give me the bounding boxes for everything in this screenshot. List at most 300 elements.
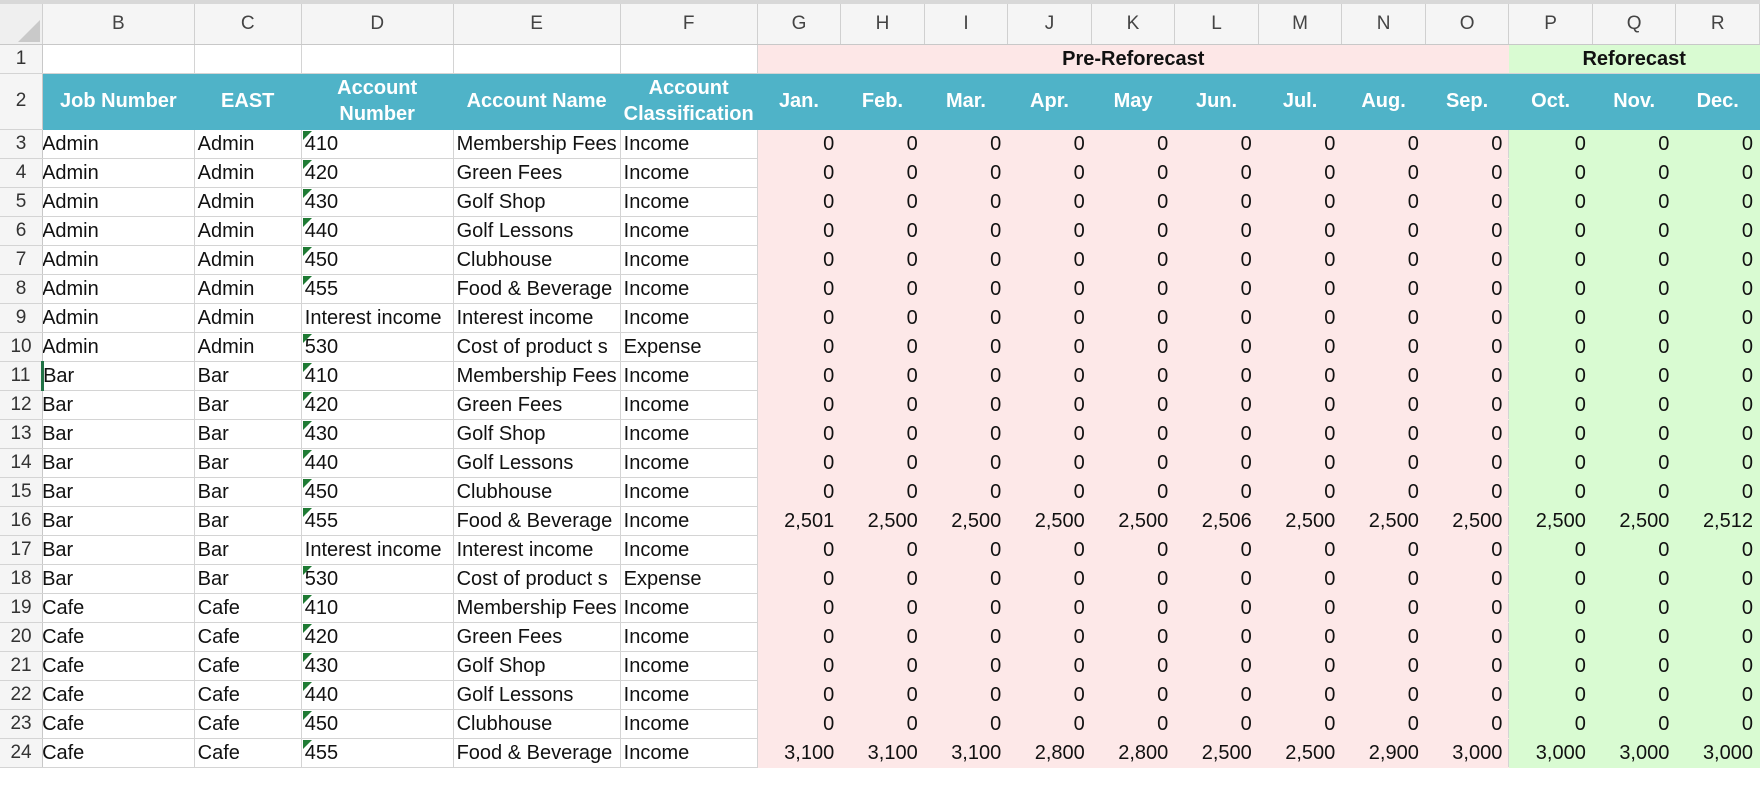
cell-empty[interactable]: [43, 44, 195, 73]
month-value-cell[interactable]: 0: [757, 216, 841, 245]
month-value-cell[interactable]: 0: [1425, 651, 1509, 680]
month-value-cell[interactable]: 0: [1425, 622, 1509, 651]
month-value-cell[interactable]: 0: [1425, 274, 1509, 303]
account-classification-cell[interactable]: Expense: [620, 564, 757, 593]
month-value-cell[interactable]: 0: [757, 361, 841, 390]
month-value-cell[interactable]: 0: [841, 187, 925, 216]
row-header[interactable]: 7: [0, 245, 43, 274]
account-number-cell[interactable]: [301, 245, 453, 274]
row-header[interactable]: 11: [0, 361, 43, 390]
month-value-cell[interactable]: 0: [1676, 187, 1760, 216]
month-value-cell[interactable]: 0: [1008, 361, 1092, 390]
account-number-cell[interactable]: [301, 419, 453, 448]
job-number-cell[interactable]: Admin: [43, 129, 195, 158]
row-header[interactable]: 9: [0, 303, 43, 332]
header-cell[interactable]: Account Classification: [620, 73, 757, 129]
month-value-cell[interactable]: 0: [1342, 622, 1426, 651]
account-name-cell[interactable]: Green Fees: [453, 622, 620, 651]
month-value-cell[interactable]: 0: [1175, 680, 1259, 709]
month-value-cell[interactable]: 0: [1008, 245, 1092, 274]
month-value-cell[interactable]: 0: [1676, 477, 1760, 506]
job-number-cell[interactable]: Cafe: [43, 738, 195, 767]
month-value-cell[interactable]: 0: [1008, 651, 1092, 680]
month-value-cell[interactable]: 0: [1175, 216, 1259, 245]
month-value-cell[interactable]: 0: [1592, 187, 1676, 216]
month-value-cell[interactable]: 0: [1592, 680, 1676, 709]
job-number-cell[interactable]: Bar: [43, 564, 195, 593]
month-value-cell[interactable]: 3,100: [841, 738, 925, 767]
east-cell[interactable]: Bar: [194, 419, 301, 448]
month-value-cell[interactable]: 0: [924, 651, 1008, 680]
row-header[interactable]: 10: [0, 332, 43, 361]
month-value-cell[interactable]: 0: [1509, 709, 1593, 738]
month-value-cell[interactable]: 0: [1676, 361, 1760, 390]
month-value-cell[interactable]: 2,800: [1008, 738, 1092, 767]
month-value-cell[interactable]: 0: [1509, 303, 1593, 332]
job-number-cell[interactable]: Bar: [43, 448, 195, 477]
month-value-cell[interactable]: 0: [1342, 158, 1426, 187]
month-value-cell[interactable]: 0: [1592, 390, 1676, 419]
month-value-cell[interactable]: 0: [1258, 419, 1342, 448]
month-value-cell[interactable]: 0: [1592, 332, 1676, 361]
month-value-cell[interactable]: 0: [1008, 564, 1092, 593]
month-value-cell[interactable]: 0: [1091, 709, 1175, 738]
east-cell[interactable]: Bar: [194, 535, 301, 564]
header-cell[interactable]: Mar.: [924, 73, 1008, 129]
month-value-cell[interactable]: 0: [1425, 564, 1509, 593]
month-value-cell[interactable]: 0: [1592, 361, 1676, 390]
month-value-cell[interactable]: 0: [1258, 622, 1342, 651]
month-value-cell[interactable]: 0: [1175, 651, 1259, 680]
account-name-cell[interactable]: Cost of product s: [453, 564, 620, 593]
month-value-cell[interactable]: 0: [1175, 390, 1259, 419]
account-classification-cell[interactable]: Income: [620, 390, 757, 419]
month-value-cell[interactable]: 0: [924, 216, 1008, 245]
row-header[interactable]: 8: [0, 274, 43, 303]
job-number-cell[interactable]: Cafe: [43, 709, 195, 738]
month-value-cell[interactable]: 0: [1091, 303, 1175, 332]
month-value-cell[interactable]: 0: [1509, 274, 1593, 303]
month-value-cell[interactable]: 2,500: [1425, 506, 1509, 535]
account-number-cell[interactable]: [301, 361, 453, 390]
month-value-cell[interactable]: 0: [1509, 477, 1593, 506]
month-value-cell[interactable]: 0: [841, 477, 925, 506]
account-number-cell[interactable]: [301, 506, 453, 535]
month-value-cell[interactable]: 0: [757, 564, 841, 593]
month-value-cell[interactable]: 0: [1342, 593, 1426, 622]
month-value-cell[interactable]: 0: [841, 332, 925, 361]
job-number-cell[interactable]: Cafe: [43, 622, 195, 651]
month-value-cell[interactable]: 3,000: [1509, 738, 1593, 767]
month-value-cell[interactable]: 0: [1008, 477, 1092, 506]
month-value-cell[interactable]: 0: [924, 129, 1008, 158]
month-value-cell[interactable]: 0: [1592, 419, 1676, 448]
month-value-cell[interactable]: 0: [757, 535, 841, 564]
account-name-cell[interactable]: Golf Lessons: [453, 448, 620, 477]
month-value-cell[interactable]: 0: [924, 245, 1008, 274]
month-value-cell[interactable]: 0: [841, 303, 925, 332]
month-value-cell[interactable]: 0: [1258, 274, 1342, 303]
month-value-cell[interactable]: 0: [924, 593, 1008, 622]
account-number-cell[interactable]: [301, 651, 453, 680]
month-value-cell[interactable]: 0: [1676, 622, 1760, 651]
month-value-cell[interactable]: 0: [1175, 564, 1259, 593]
job-number-cell[interactable]: Admin: [43, 187, 195, 216]
job-number-cell[interactable]: Admin: [43, 158, 195, 187]
month-value-cell[interactable]: 0: [1425, 593, 1509, 622]
month-value-cell[interactable]: 0: [924, 187, 1008, 216]
row-header[interactable]: 12: [0, 390, 43, 419]
header-cell[interactable]: Job Number: [43, 73, 195, 129]
month-value-cell[interactable]: 0: [1091, 390, 1175, 419]
month-value-cell[interactable]: 2,500: [841, 506, 925, 535]
account-number-cell[interactable]: [301, 187, 453, 216]
month-value-cell[interactable]: 0: [1509, 245, 1593, 274]
month-value-cell[interactable]: 0: [924, 303, 1008, 332]
month-value-cell[interactable]: 0: [1091, 187, 1175, 216]
account-number-cell[interactable]: [301, 129, 453, 158]
account-number-cell[interactable]: [301, 564, 453, 593]
month-value-cell[interactable]: 0: [1091, 651, 1175, 680]
month-value-cell[interactable]: 0: [924, 680, 1008, 709]
month-value-cell[interactable]: 0: [841, 448, 925, 477]
account-number-cell[interactable]: [301, 680, 453, 709]
east-cell[interactable]: Cafe: [194, 680, 301, 709]
account-name-cell[interactable]: Food & Beverage: [453, 738, 620, 767]
account-name-cell[interactable]: Food & Beverage: [453, 506, 620, 535]
month-value-cell[interactable]: 0: [924, 158, 1008, 187]
month-value-cell[interactable]: 0: [924, 564, 1008, 593]
east-cell[interactable]: Admin: [194, 303, 301, 332]
month-value-cell[interactable]: 0: [1425, 448, 1509, 477]
header-cell[interactable]: Jul.: [1258, 73, 1342, 129]
month-value-cell[interactable]: 0: [757, 477, 841, 506]
month-value-cell[interactable]: 0: [1008, 303, 1092, 332]
row-header[interactable]: 23: [0, 709, 43, 738]
month-value-cell[interactable]: 0: [1342, 535, 1426, 564]
east-cell[interactable]: Admin: [194, 332, 301, 361]
account-number-cell[interactable]: [301, 448, 453, 477]
month-value-cell[interactable]: 0: [1008, 709, 1092, 738]
month-value-cell[interactable]: 0: [1342, 245, 1426, 274]
account-name-cell[interactable]: Interest income: [453, 535, 620, 564]
month-value-cell[interactable]: 0: [1258, 245, 1342, 274]
east-cell[interactable]: Bar: [194, 477, 301, 506]
month-value-cell[interactable]: 0: [1509, 448, 1593, 477]
account-number-cell[interactable]: [301, 390, 453, 419]
month-value-cell[interactable]: 0: [1008, 332, 1092, 361]
month-value-cell[interactable]: 0: [757, 158, 841, 187]
row-header[interactable]: 5: [0, 187, 43, 216]
pre-reforecast-header[interactable]: Pre-Reforecast: [757, 44, 1509, 73]
month-value-cell[interactable]: 2,500: [1592, 506, 1676, 535]
month-value-cell[interactable]: 0: [1258, 477, 1342, 506]
month-value-cell[interactable]: 0: [1258, 709, 1342, 738]
east-cell[interactable]: Admin: [194, 158, 301, 187]
month-value-cell[interactable]: 0: [841, 593, 925, 622]
account-number-cell[interactable]: [301, 738, 453, 767]
month-value-cell[interactable]: 0: [1592, 303, 1676, 332]
month-value-cell[interactable]: 0: [1091, 158, 1175, 187]
account-number-cell[interactable]: [301, 332, 453, 361]
month-value-cell[interactable]: 0: [1091, 361, 1175, 390]
month-value-cell[interactable]: 0: [1258, 651, 1342, 680]
month-value-cell[interactable]: 0: [1676, 129, 1760, 158]
column-header-h[interactable]: H: [841, 2, 925, 44]
east-cell[interactable]: Admin: [194, 129, 301, 158]
month-value-cell[interactable]: 0: [1342, 419, 1426, 448]
month-value-cell[interactable]: 0: [1676, 651, 1760, 680]
month-value-cell[interactable]: 0: [841, 158, 925, 187]
month-value-cell[interactable]: 0: [1676, 448, 1760, 477]
job-number-cell[interactable]: Bar: [43, 361, 195, 390]
account-number-cell[interactable]: [301, 477, 453, 506]
column-header-g[interactable]: G: [757, 2, 841, 44]
column-header-i[interactable]: I: [924, 2, 1008, 44]
month-value-cell[interactable]: 0: [1008, 129, 1092, 158]
month-value-cell[interactable]: 2,506: [1175, 506, 1259, 535]
month-value-cell[interactable]: 0: [1592, 651, 1676, 680]
header-cell[interactable]: Dec.: [1676, 73, 1760, 129]
header-cell[interactable]: Apr.: [1008, 73, 1092, 129]
account-name-cell[interactable]: Golf Shop: [453, 419, 620, 448]
east-cell[interactable]: Bar: [194, 564, 301, 593]
month-value-cell[interactable]: 0: [1342, 303, 1426, 332]
header-cell[interactable]: Oct.: [1509, 73, 1593, 129]
month-value-cell[interactable]: 0: [1676, 332, 1760, 361]
month-value-cell[interactable]: 0: [1342, 477, 1426, 506]
month-value-cell[interactable]: 0: [1175, 361, 1259, 390]
month-value-cell[interactable]: 0: [1258, 448, 1342, 477]
account-classification-cell[interactable]: Income: [620, 187, 757, 216]
month-value-cell[interactable]: 0: [1592, 448, 1676, 477]
month-value-cell[interactable]: 0: [841, 535, 925, 564]
account-number-cell[interactable]: [301, 216, 453, 245]
month-value-cell[interactable]: 0: [924, 622, 1008, 651]
account-classification-cell[interactable]: Income: [620, 245, 757, 274]
account-classification-cell[interactable]: Income: [620, 477, 757, 506]
month-value-cell[interactable]: 0: [1008, 274, 1092, 303]
column-header-k[interactable]: K: [1091, 2, 1175, 44]
month-value-cell[interactable]: 0: [1676, 709, 1760, 738]
month-value-cell[interactable]: 0: [1425, 245, 1509, 274]
header-cell[interactable]: Jun.: [1175, 73, 1259, 129]
month-value-cell[interactable]: 0: [1676, 216, 1760, 245]
header-cell[interactable]: Nov.: [1592, 73, 1676, 129]
month-value-cell[interactable]: 0: [1258, 129, 1342, 158]
cell-empty[interactable]: [620, 44, 757, 73]
month-value-cell[interactable]: 0: [841, 129, 925, 158]
month-value-cell[interactable]: 0: [1091, 245, 1175, 274]
month-value-cell[interactable]: 0: [1258, 361, 1342, 390]
month-value-cell[interactable]: 0: [1008, 187, 1092, 216]
month-value-cell[interactable]: 0: [1175, 709, 1259, 738]
month-value-cell[interactable]: 0: [1342, 651, 1426, 680]
row-header[interactable]: 18: [0, 564, 43, 593]
month-value-cell[interactable]: 0: [841, 419, 925, 448]
account-classification-cell[interactable]: Income: [620, 680, 757, 709]
month-value-cell[interactable]: 0: [1342, 274, 1426, 303]
row-header[interactable]: 4: [0, 158, 43, 187]
job-number-cell[interactable]: Admin: [43, 216, 195, 245]
job-number-cell[interactable]: Bar: [43, 477, 195, 506]
month-value-cell[interactable]: 0: [1258, 390, 1342, 419]
month-value-cell[interactable]: 2,501: [757, 506, 841, 535]
month-value-cell[interactable]: 0: [1175, 158, 1259, 187]
header-cell[interactable]: EAST: [194, 73, 301, 129]
month-value-cell[interactable]: 0: [1258, 303, 1342, 332]
month-value-cell[interactable]: 2,500: [924, 506, 1008, 535]
month-value-cell[interactable]: 0: [841, 245, 925, 274]
column-header-f[interactable]: F: [620, 2, 757, 44]
account-classification-cell[interactable]: Income: [620, 738, 757, 767]
month-value-cell[interactable]: 2,500: [1342, 506, 1426, 535]
column-header-c[interactable]: C: [194, 2, 301, 44]
month-value-cell[interactable]: 2,500: [1258, 506, 1342, 535]
month-value-cell[interactable]: 0: [1342, 129, 1426, 158]
month-value-cell[interactable]: 2,500: [1258, 738, 1342, 767]
month-value-cell[interactable]: 0: [757, 709, 841, 738]
month-value-cell[interactable]: 0: [1008, 535, 1092, 564]
column-header-o[interactable]: O: [1425, 2, 1509, 44]
month-value-cell[interactable]: 3,100: [924, 738, 1008, 767]
month-value-cell[interactable]: 0: [1342, 332, 1426, 361]
east-cell[interactable]: Cafe: [194, 738, 301, 767]
month-value-cell[interactable]: 0: [757, 390, 841, 419]
month-value-cell[interactable]: 0: [1175, 419, 1259, 448]
month-value-cell[interactable]: 0: [1509, 419, 1593, 448]
month-value-cell[interactable]: 0: [1175, 332, 1259, 361]
east-cell[interactable]: Cafe: [194, 651, 301, 680]
month-value-cell[interactable]: 0: [757, 419, 841, 448]
account-name-cell[interactable]: Golf Shop: [453, 187, 620, 216]
month-value-cell[interactable]: 0: [841, 622, 925, 651]
row-header[interactable]: 17: [0, 535, 43, 564]
row-header[interactable]: 19: [0, 593, 43, 622]
month-value-cell[interactable]: 0: [1509, 651, 1593, 680]
east-cell[interactable]: Admin: [194, 216, 301, 245]
month-value-cell[interactable]: 0: [1091, 419, 1175, 448]
row-header[interactable]: 24: [0, 738, 43, 767]
month-value-cell[interactable]: 0: [1425, 303, 1509, 332]
month-value-cell[interactable]: 0: [757, 245, 841, 274]
month-value-cell[interactable]: 0: [1008, 593, 1092, 622]
month-value-cell[interactable]: 0: [924, 535, 1008, 564]
month-value-cell[interactable]: 0: [1509, 390, 1593, 419]
month-value-cell[interactable]: 0: [841, 709, 925, 738]
month-value-cell[interactable]: 0: [1676, 274, 1760, 303]
account-classification-cell[interactable]: Income: [620, 158, 757, 187]
month-value-cell[interactable]: 3,000: [1676, 738, 1760, 767]
column-header-e[interactable]: E: [453, 2, 620, 44]
month-value-cell[interactable]: 0: [1342, 361, 1426, 390]
east-cell[interactable]: Admin: [194, 245, 301, 274]
account-name-cell[interactable]: Membership Fees: [453, 361, 620, 390]
header-cell[interactable]: Aug.: [1342, 73, 1426, 129]
account-name-cell[interactable]: Membership Fees: [453, 129, 620, 158]
month-value-cell[interactable]: 0: [841, 361, 925, 390]
cell-empty[interactable]: [301, 44, 453, 73]
account-classification-cell[interactable]: Income: [620, 506, 757, 535]
column-header-b[interactable]: B: [43, 2, 195, 44]
month-value-cell[interactable]: 0: [1342, 564, 1426, 593]
select-all-corner[interactable]: [0, 2, 43, 44]
row-header[interactable]: 15: [0, 477, 43, 506]
month-value-cell[interactable]: 0: [1509, 680, 1593, 709]
east-cell[interactable]: Admin: [194, 274, 301, 303]
east-cell[interactable]: Cafe: [194, 709, 301, 738]
account-number-cell[interactable]: [301, 622, 453, 651]
month-value-cell[interactable]: 0: [757, 332, 841, 361]
month-value-cell[interactable]: 3,000: [1425, 738, 1509, 767]
month-value-cell[interactable]: 0: [757, 651, 841, 680]
row-header[interactable]: 20: [0, 622, 43, 651]
month-value-cell[interactable]: 0: [1008, 390, 1092, 419]
month-value-cell[interactable]: 2,500: [1175, 738, 1259, 767]
month-value-cell[interactable]: 0: [1008, 216, 1092, 245]
month-value-cell[interactable]: 0: [1091, 448, 1175, 477]
month-value-cell[interactable]: 0: [841, 274, 925, 303]
row-header[interactable]: 14: [0, 448, 43, 477]
month-value-cell[interactable]: 0: [1676, 680, 1760, 709]
month-value-cell[interactable]: 0: [1676, 593, 1760, 622]
account-name-cell[interactable]: Clubhouse: [453, 245, 620, 274]
month-value-cell[interactable]: 0: [1509, 332, 1593, 361]
month-value-cell[interactable]: 0: [1425, 477, 1509, 506]
account-classification-cell[interactable]: Income: [620, 535, 757, 564]
month-value-cell[interactable]: 0: [1258, 535, 1342, 564]
month-value-cell[interactable]: 0: [1592, 245, 1676, 274]
month-value-cell[interactable]: 0: [1509, 158, 1593, 187]
month-value-cell[interactable]: 0: [757, 448, 841, 477]
month-value-cell[interactable]: 0: [1175, 245, 1259, 274]
month-value-cell[interactable]: 0: [1509, 564, 1593, 593]
column-header-r[interactable]: R: [1676, 2, 1760, 44]
month-value-cell[interactable]: 0: [1592, 216, 1676, 245]
column-header-j[interactable]: J: [1008, 2, 1092, 44]
row-header[interactable]: 22: [0, 680, 43, 709]
month-value-cell[interactable]: 0: [1342, 680, 1426, 709]
account-name-cell[interactable]: Golf Lessons: [453, 680, 620, 709]
month-value-cell[interactable]: 0: [1175, 274, 1259, 303]
column-header-d[interactable]: D: [301, 2, 453, 44]
month-value-cell[interactable]: 0: [1592, 622, 1676, 651]
cell-empty[interactable]: [194, 44, 301, 73]
month-value-cell[interactable]: 0: [1676, 158, 1760, 187]
month-value-cell[interactable]: 0: [924, 274, 1008, 303]
month-value-cell[interactable]: 0: [1008, 448, 1092, 477]
month-value-cell[interactable]: 0: [1091, 564, 1175, 593]
month-value-cell[interactable]: 0: [1091, 535, 1175, 564]
month-value-cell[interactable]: 0: [1175, 187, 1259, 216]
job-number-cell[interactable]: Admin: [43, 274, 195, 303]
month-value-cell[interactable]: 3,100: [757, 738, 841, 767]
account-number-cell[interactable]: [301, 593, 453, 622]
month-value-cell[interactable]: 0: [1175, 448, 1259, 477]
account-name-cell[interactable]: Cost of product s: [453, 332, 620, 361]
month-value-cell[interactable]: 0: [1592, 709, 1676, 738]
month-value-cell[interactable]: 0: [1592, 158, 1676, 187]
month-value-cell[interactable]: 0: [757, 303, 841, 332]
month-value-cell[interactable]: 0: [924, 390, 1008, 419]
month-value-cell[interactable]: 0: [1676, 303, 1760, 332]
month-value-cell[interactable]: 2,500: [1509, 506, 1593, 535]
job-number-cell[interactable]: Cafe: [43, 680, 195, 709]
month-value-cell[interactable]: 0: [757, 187, 841, 216]
east-cell[interactable]: Cafe: [194, 593, 301, 622]
column-header-q[interactable]: Q: [1592, 2, 1676, 44]
row-header[interactable]: 16: [0, 506, 43, 535]
